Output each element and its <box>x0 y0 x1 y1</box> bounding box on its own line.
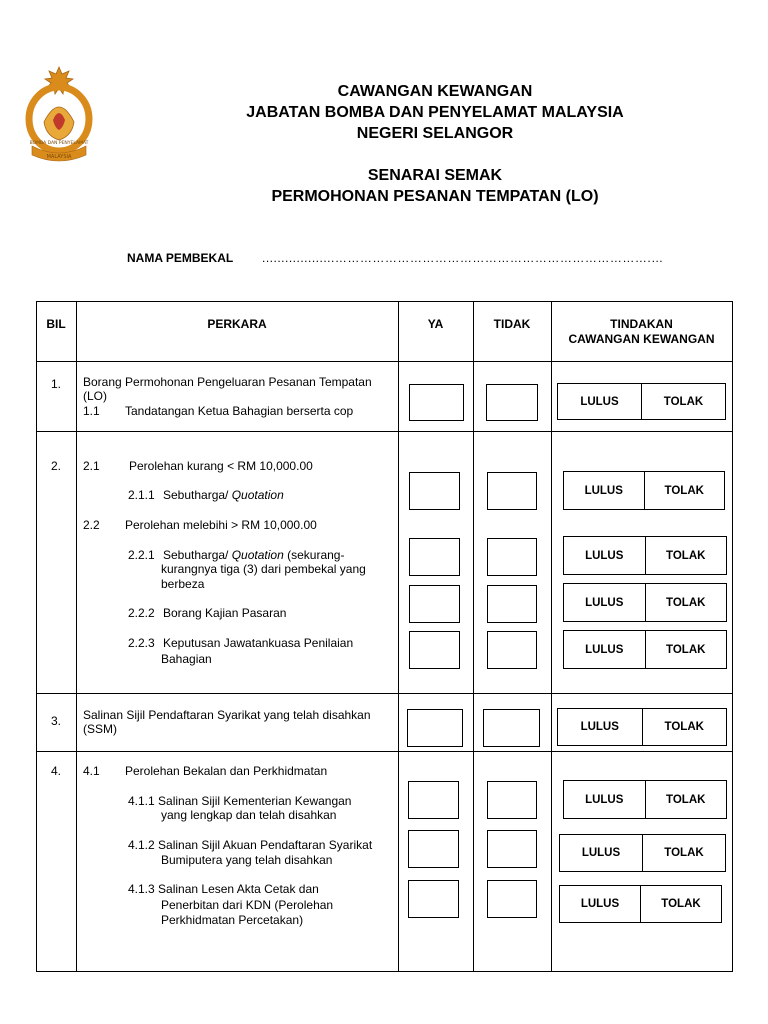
row-2-2-1-text: Sebutharga/ Quotation (sekurang- <box>163 548 345 562</box>
ya-checkbox[interactable] <box>408 781 459 819</box>
lulus-option[interactable]: LULUS <box>580 395 619 408</box>
lulus-option[interactable]: LULUS <box>585 793 624 806</box>
tidak-checkbox[interactable] <box>487 538 537 576</box>
row-2-2-1-number: 2.2.1 <box>128 548 155 562</box>
lulus-tolak-box <box>563 630 727 669</box>
row-2-2-number: 2.2 <box>83 518 100 532</box>
row-2-2-1-text-3: berbeza <box>161 577 205 591</box>
tidak-checkbox[interactable] <box>487 830 537 868</box>
row-1-1-text: Tandatangan Ketua Bahagian berserta cop <box>125 404 354 418</box>
row-1-number: 1. <box>50 377 61 391</box>
tolak-option[interactable]: TOLAK <box>645 584 727 621</box>
row-3-text: Salinan Sijil Pendaftaran Syarikat yang telah disahkan <box>83 708 371 722</box>
row-2-1-number: 2.1 <box>83 459 100 473</box>
row-2-1-1-text: Sebutharga/ Quotation <box>163 488 284 502</box>
ya-checkbox[interactable] <box>409 538 460 576</box>
ya-checkbox[interactable] <box>407 709 463 747</box>
tolak-option[interactable]: TOLAK <box>642 835 725 871</box>
logo-bottom-text: MALAYSIA <box>46 154 72 160</box>
lulus-tolak-box <box>559 885 722 923</box>
tolak-option[interactable]: TOLAK <box>640 886 721 922</box>
col-header-bil: BIL <box>46 317 66 331</box>
tidak-checkbox[interactable] <box>486 384 538 421</box>
header-line-4: SENARAI SEMAK <box>367 167 503 184</box>
row-4-1-text: Perolehan Bekalan dan Perkhidmatan <box>125 764 328 778</box>
lulus-option[interactable]: LULUS <box>584 484 623 497</box>
bomba-logo <box>18 64 100 164</box>
row-2-2-2-text: Borang Kajian Pasaran <box>163 606 287 620</box>
lulus-option[interactable]: LULUS <box>580 721 619 733</box>
tolak-option[interactable]: TOLAK <box>645 631 727 668</box>
lulus-tolak-box <box>563 583 727 622</box>
row-4-1-3-text-2: Penerbitan dari KDN (Perolehan <box>161 898 334 912</box>
lulus-tolak-box <box>557 383 726 420</box>
tidak-checkbox[interactable] <box>483 709 540 747</box>
tidak-checkbox[interactable] <box>487 631 537 669</box>
lulus-tolak-box <box>557 708 727 746</box>
row-4-1-3-text: 4.1.3 Salinan Lesen Akta Cetak dan <box>128 882 319 896</box>
row-4-1-1-text-2: yang lengkap dan telah disahkan <box>161 808 337 822</box>
lulus-option[interactable]: LULUS <box>585 549 624 562</box>
lulus-tolak-box <box>563 780 727 819</box>
nama-pembekal-field[interactable]: ...................………………………………………………………………….… <box>262 251 664 265</box>
header-line-5: PERMOHONAN PESANAN TEMPATAN (LO) <box>271 188 599 205</box>
tolak-option[interactable]: TOLAK <box>645 537 727 574</box>
lulus-option[interactable]: LULUS <box>580 898 620 910</box>
row-4-1-2-text: 4.1.2 Salinan Sijil Akuan Pendaftaran Syarikat <box>128 838 373 852</box>
lulus-tolak-box <box>563 536 727 575</box>
row-2-2-2-number: 2.2.2 <box>128 606 155 620</box>
tolak-option[interactable]: TOLAK <box>645 781 727 818</box>
row-4-1-2-text-2: Bumiputera yang telah disahkan <box>161 853 333 867</box>
logo-top-text: BOMBA DAN PENYELAMAT <box>29 141 89 146</box>
col-header-tidak: TIDAK <box>493 317 531 331</box>
row-1-text-2: (LO) <box>83 389 107 403</box>
ya-checkbox[interactable] <box>409 585 460 623</box>
row-2-1-text: Perolehan kurang < RM 10,000.00 <box>129 459 313 473</box>
row-4-1-1-text: 4.1.1 Salinan Sijil Kementerian Kewangan <box>128 794 352 808</box>
row-4-1-number: 4.1 <box>83 764 100 778</box>
ya-checkbox[interactable] <box>409 472 460 510</box>
row-2-2-1-text-2: kurangnya tiga (3) dari pembekal yang <box>161 562 366 576</box>
row-1-1-number: 1.1 <box>83 404 100 418</box>
tolak-option[interactable]: TOLAK <box>642 709 727 745</box>
row-2-2-text: Perolehan melebihi > RM 10,000.00 <box>125 518 317 532</box>
header-line-1: CAWANGAN KEWANGAN <box>337 83 533 100</box>
row-1-text: Borang Permohonan Pengeluaran Pesanan Tempatan <box>83 375 372 389</box>
row-2-2-3-number: 2.2.3 <box>128 636 155 650</box>
tolak-option[interactable]: TOLAK <box>644 472 725 509</box>
tidak-checkbox[interactable] <box>487 880 537 918</box>
lulus-option[interactable]: LULUS <box>581 847 621 859</box>
lulus-option[interactable]: LULUS <box>585 596 624 609</box>
nama-pembekal-label: NAMA PEMBEKAL <box>127 251 234 265</box>
row-2-2-3-text-2: Bahagian <box>161 652 212 666</box>
ya-checkbox[interactable] <box>408 880 459 918</box>
ya-checkbox[interactable] <box>409 384 464 421</box>
ya-checkbox[interactable] <box>409 631 460 669</box>
lulus-option[interactable]: LULUS <box>585 643 624 656</box>
row-4-1-3-text-3: Perkhidmatan Percetakan) <box>161 913 304 927</box>
col-header-perkara: PERKARA <box>207 317 267 331</box>
row-4-number: 4. <box>50 764 61 778</box>
tolak-option[interactable]: TOLAK <box>641 384 725 419</box>
col-header-cawangan-kewangan: CAWANGAN KEWANGAN <box>568 332 715 346</box>
row-3-text-2: (SSM) <box>83 722 117 736</box>
col-header-ya: YA <box>427 317 444 331</box>
lulus-tolak-box <box>559 834 726 872</box>
tidak-checkbox[interactable] <box>487 781 537 819</box>
row-2-number: 2. <box>50 459 61 473</box>
tidak-checkbox[interactable] <box>487 472 537 510</box>
ya-checkbox[interactable] <box>408 830 459 868</box>
header-line-2: JABATAN BOMBA DAN PENYELAMAT MALAYSIA <box>246 104 624 121</box>
row-2-2-3-text: Keputusan Jawatankuasa Penilaian <box>163 636 354 650</box>
tidak-checkbox[interactable] <box>487 585 537 623</box>
row-3-number: 3. <box>50 714 61 728</box>
col-header-tindakan: TINDAKAN <box>610 317 673 331</box>
lulus-tolak-box <box>563 471 725 510</box>
row-2-1-1-number: 2.1.1 <box>128 488 155 502</box>
header-line-3: NEGERI SELANGOR <box>356 125 514 142</box>
